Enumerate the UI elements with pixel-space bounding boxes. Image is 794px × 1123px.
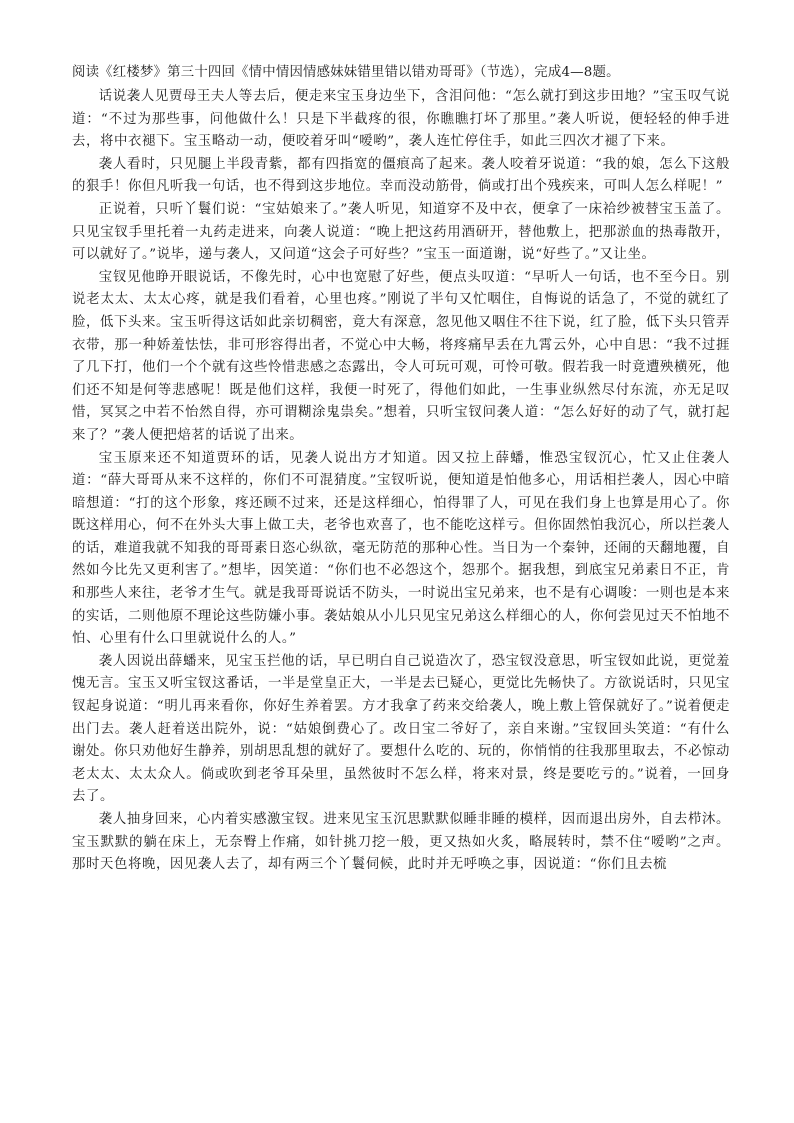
paragraph-4: 宝钗见他睁开眼说话，不像先时，心中也宽慰了好些，便点头叹道：“早听人一句话，也不至今日。别说老太太、太太心疼，就是我们看着，心里也疼。”刚说了半句又忙咽住，自悔说的话急了，不觉的就红了脸，低下头来。宝玉听得这话如此亲切稠密，竟大有深意，忽见他又咽住不往下说，红了脸，低下头只管弄衣带，那一种娇羞怯怯，非可形容得出者，不觉心中大畅，将疼痛早丢在九霄云外，心中自思：“我不过捱了几下打，他们一个个就有这些怜惜悲感之态露出，令人可玩可观，可怜可敬。假若我一时竟遭殃横死，他们还不知是何等悲感呢！既是他们这样，我便一时死了，得他们如此，一生事业纵然尽付东流，亦无足叹惜，冥冥之中若不怡然自得，亦可谓糊涂鬼祟矣。”想着，只听宝钗问袭人道：“怎么好好的动了气，就打起来了？”袭人便把焙茗的话说了出来。 xyxy=(72,269,730,443)
paragraph-1: 话说袭人见贾母王夫人等去后，便走来宝玉身边坐下，含泪问他：“怎么就打到这步田地？”宝玉叹气说道：“不过为那些事，问他做什么！只是下半截疼的很，你瞧瞧打坏了那里。”袭人听说，便轻轻的伸手进去，将中衣褪下。宝玉略动一动，便咬着牙叫“嗳哟”，袭人连忙停住手，如此三四次才褪了下来。 xyxy=(72,89,730,150)
paragraph-5: 宝玉原来还不知道贾环的话，见袭人说出方才知道。因又拉上薛蟠，惟恐宝钗沉心，忙又止住袭人道：“薛大哥哥从来不这样的，你们不可混猜度。”宝钗听说，便知道是怕他多心，用话相拦袭人，因心中暗暗想道：“打的这个形象，疼还顾不过来，还是这样细心，怕得罪了人，可见在我们身上也算是用心了。你既这样用心，何不在外头大事上做工夫，老爷也欢喜了，也不能吃这样亏。但你固然怕我沉心，所以拦袭人的话，难道我就不知我的哥哥素日恣心纵欲，毫无防范的那种心性。当日为一个秦钟，还闹的天翻地覆，自然如今比先又更利害了。”想毕，因笑道：“你们也不必怨这个，怨那个。据我想，到底宝兄弟素日不正，肯和那些人来往，老爷才生气。就是我哥哥说话不防头，一时说出宝兄弟来，也不是有心调唆：一则也是本来的实话，二则他原不理论这些防嫌小事。袭姑娘从小儿只见宝兄弟这么样细心的人，你何尝见过天不怕地不怕、心里有什么口里就说什么的人。” xyxy=(72,450,730,647)
question-heading: 阅读《红楼梦》第三十四回《情中情因情感妹妹错里错以错劝哥哥》（节选），完成4—8题。 xyxy=(72,65,620,80)
document-page xyxy=(72,62,730,877)
paragraph-7: 袭人抽身回来，心内着实感激宝钗。进来见宝玉沉思默默似睡非睡的模样，因而退出房外，自去栉沐。宝玉默默的躺在床上，无奈臀上作痛，如针挑刀挖一般，更又热如火炙，略展转时，禁不住“嗳哟”之声。那时天色将晚，因见袭人去了，却有两三个丫鬟伺候，此时并无呼唤之事，因说道：“你们且去梳 xyxy=(72,812,730,873)
paragraph-2: 袭人看时，只见腿上半段青紫，都有四指宽的僵痕高了起来。袭人咬着牙说道：“我的娘，怎么下这般的狠手！你但凡听我一句话，也不得到这步地位。幸而没动筋骨，倘或打出个残疾来，可叫人怎么样呢！” xyxy=(72,156,730,195)
paragraph-3: 正说着，只听丫鬟们说：“宝姑娘来了。”袭人听见，知道穿不及中衣，便拿了一床袷纱被替宝玉盖了。只见宝钗手里托着一丸药走进来，向袭人说道：“晚上把这药用酒研开，替他敷上，把那淤血的热毒散开，可以就好了。”说毕，递与袭人，又问道“这会子可好些？”宝玉一面道谢，说“好些了。”又让坐。 xyxy=(72,201,730,263)
paragraph-6: 袭人因说出薛蟠来，见宝玉拦他的话，早已明白自己说造次了，恐宝钗没意思，听宝钗如此说，更觉羞愧无言。宝玉又听宝钗这番话，一半是堂皇正大，一半是去已疑心，更觉比先畅快了。方欲说话时，只见宝钗起身说道：“明儿再来看你，你好生养着罢。方才我拿了药来交给袭人，晚上敷上管保就好了。”说着便走出门去。袭人赶着送出院外，说：“姑娘倒费心了。改日宝二爷好了，亲自来谢。”宝钗回头笑道：“有什么谢处。你只劝他好生静养，别胡思乱想的就好了。要想什么吃的、玩的，你悄悄的往我那里取去，不必惊动老太太、太太众人。倘或吹到老爷耳朵里，虽然彼时不怎么样，将来对景，终是要吃亏的。”说着，一回身去了。 xyxy=(72,653,730,805)
